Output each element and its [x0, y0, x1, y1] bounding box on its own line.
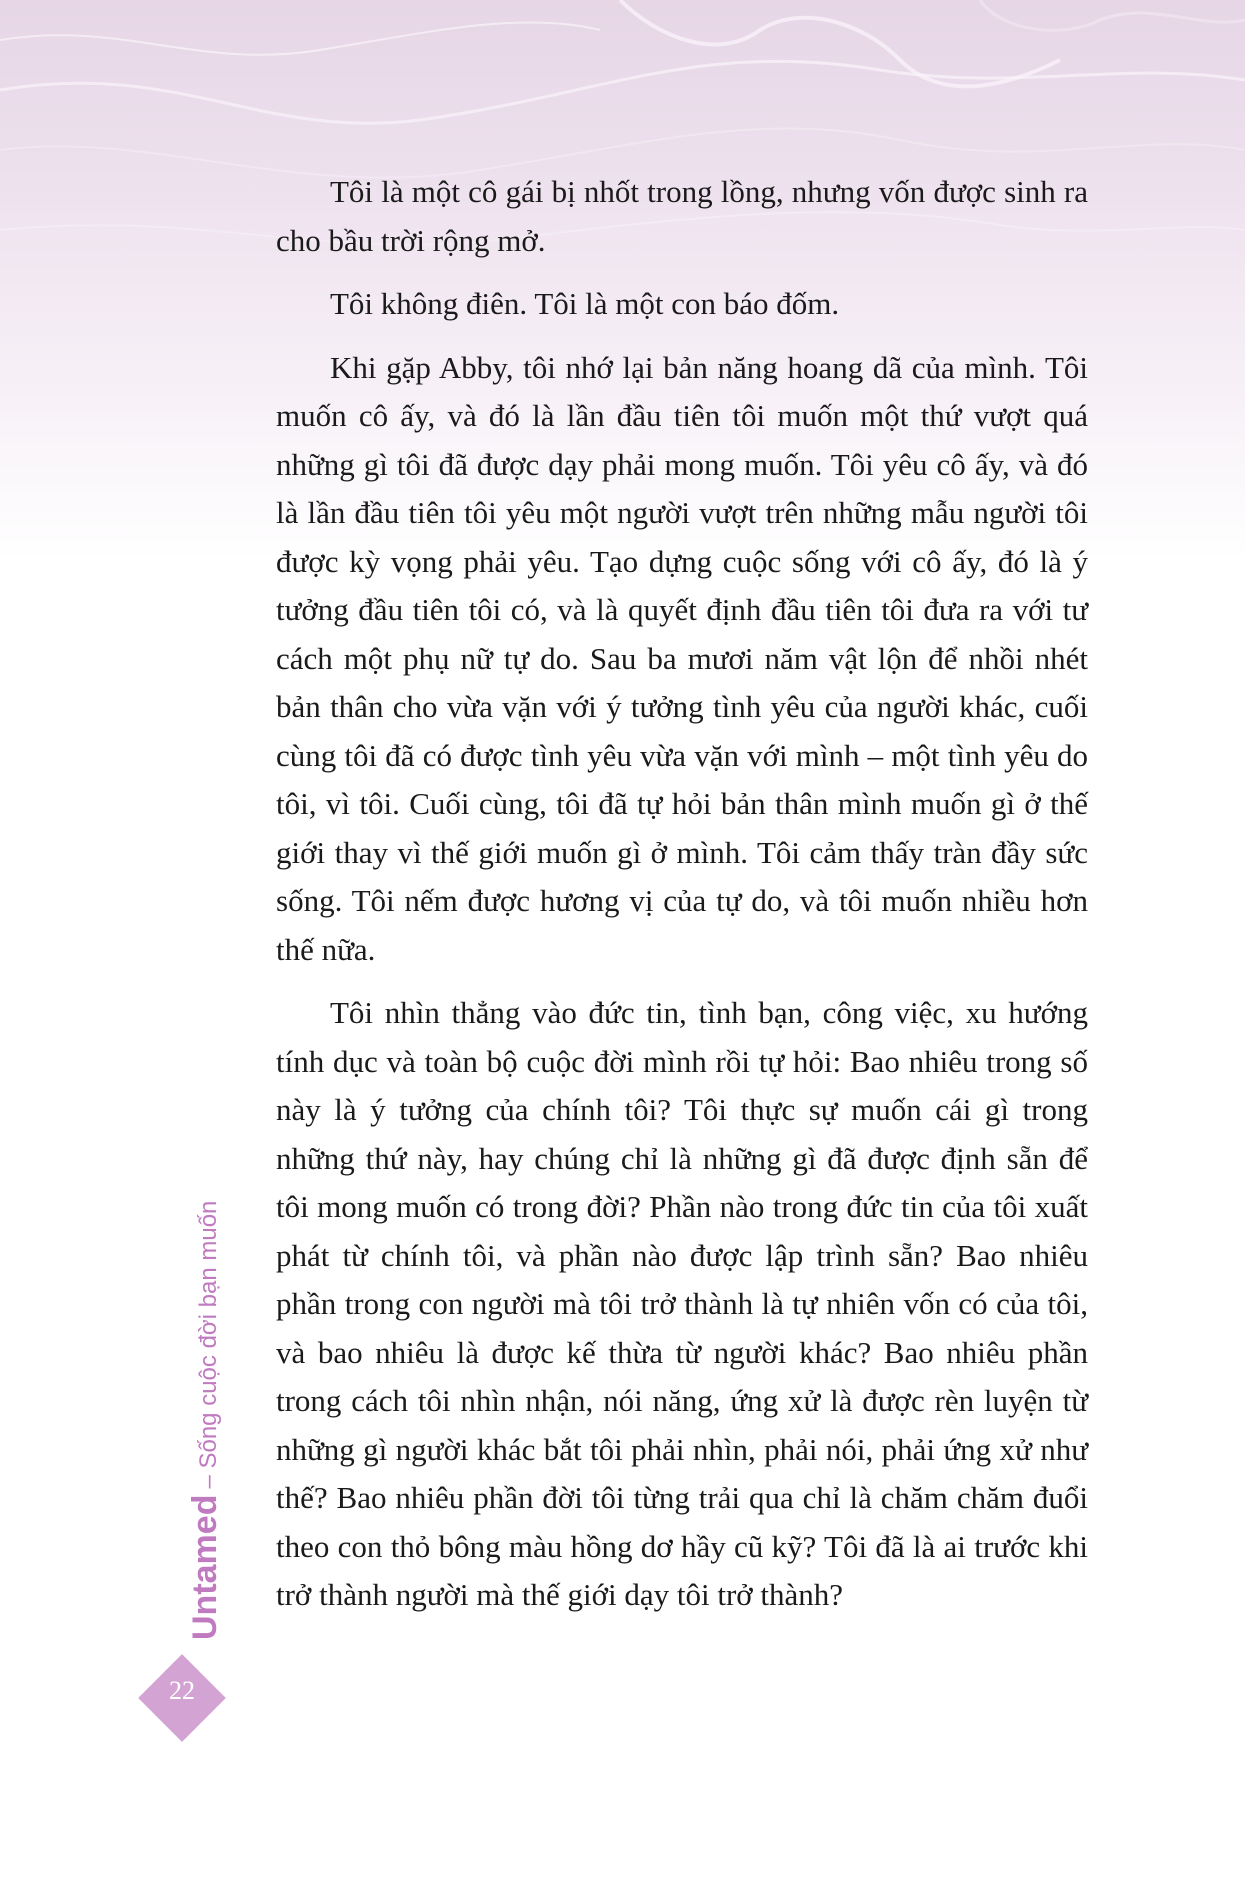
body-text [276, 168, 1088, 1635]
page-number: 22 [169, 1676, 195, 1705]
paragraph-1: Tôi là một cô gái bị nhốt trong lồng, nhưng vốn được sinh ra cho bầu trời rộng mở. [276, 174, 1088, 258]
paragraph-3: Khi gặp Abby, tôi nhớ lại bản năng hoang dã của mình. Tôi muốn cô ấy, và đó là lần đầu tiên tôi muốn một thứ vượt quá những gì tôi đã được dạy phải mong muốn. Tôi yêu cô ấy, và đó là lần đầu tiên tôi yêu một người vượt trên những mẫu người tôi được kỳ vọng phải yêu. Tạo dựng cuộc sống với cô ấy, đó là ý tưởng đầu tiên tôi có, và là quyết định đầu tiên tôi đưa ra với tư cách một phụ nữ tự do. Sau ba mươi năm vật lộn để nhồi nhét bản thân cho vừa vặn với ý tưởng tình yêu của người khác, cuối cùng tôi đã có được tình yêu vừa vặn với mình – một tình yêu do tôi, vì tôi. Cuối cùng, tôi đã tự hỏi bản thân mình muốn gì ở thế giới thay vì thế giới muốn gì ở mình. Tôi cảm thấy tràn đầy sức sống. Tôi nếm được hương vị của tự do, và tôi muốn nhiều hơn thế nữa. [276, 349, 1088, 967]
book-title: Untamed [186, 1494, 224, 1640]
book-subtitle: – Sống cuộc đời bạn muốn [195, 1200, 222, 1489]
paragraph-2: Tôi không điên. Tôi là một con báo đốm. [330, 286, 840, 321]
paragraph-4: Tôi nhìn thẳng vào đức tin, tình bạn, công việc, xu hướng tính dục và toàn bộ cuộc đời mình rồi tự hỏi: Bao nhiêu trong số này là ý tưởng của chính tôi? Tôi thực sự muốn cái gì trong những thứ này, hay chúng chỉ là những gì đã được định sẵn để tôi mong muốn có trong đời? Phần nào trong đức tin của tôi xuất phát từ chính tôi, và phần nào được lập trình sẵn? Bao nhiêu phần trong con người mà tôi trở thành là tự nhiên vốn có của tôi, và bao nhiêu là được kế thừa từ người khác? Bao nhiêu phần trong cách tôi nhìn nhận, nói năng, ứng xử là được rèn luyện từ những gì người khác bắt tôi phải nhìn, phải nói, phải ứng xử như thế? Bao nhiêu phần đời tôi từng trải qua chỉ là chăm chăm đuổi theo con thỏ bông màu hồng dơ hầy cũ kỹ? Tôi đã là ai trước khi trở thành người mà thế giới dạy tôi trở thành? [276, 995, 1088, 1612]
